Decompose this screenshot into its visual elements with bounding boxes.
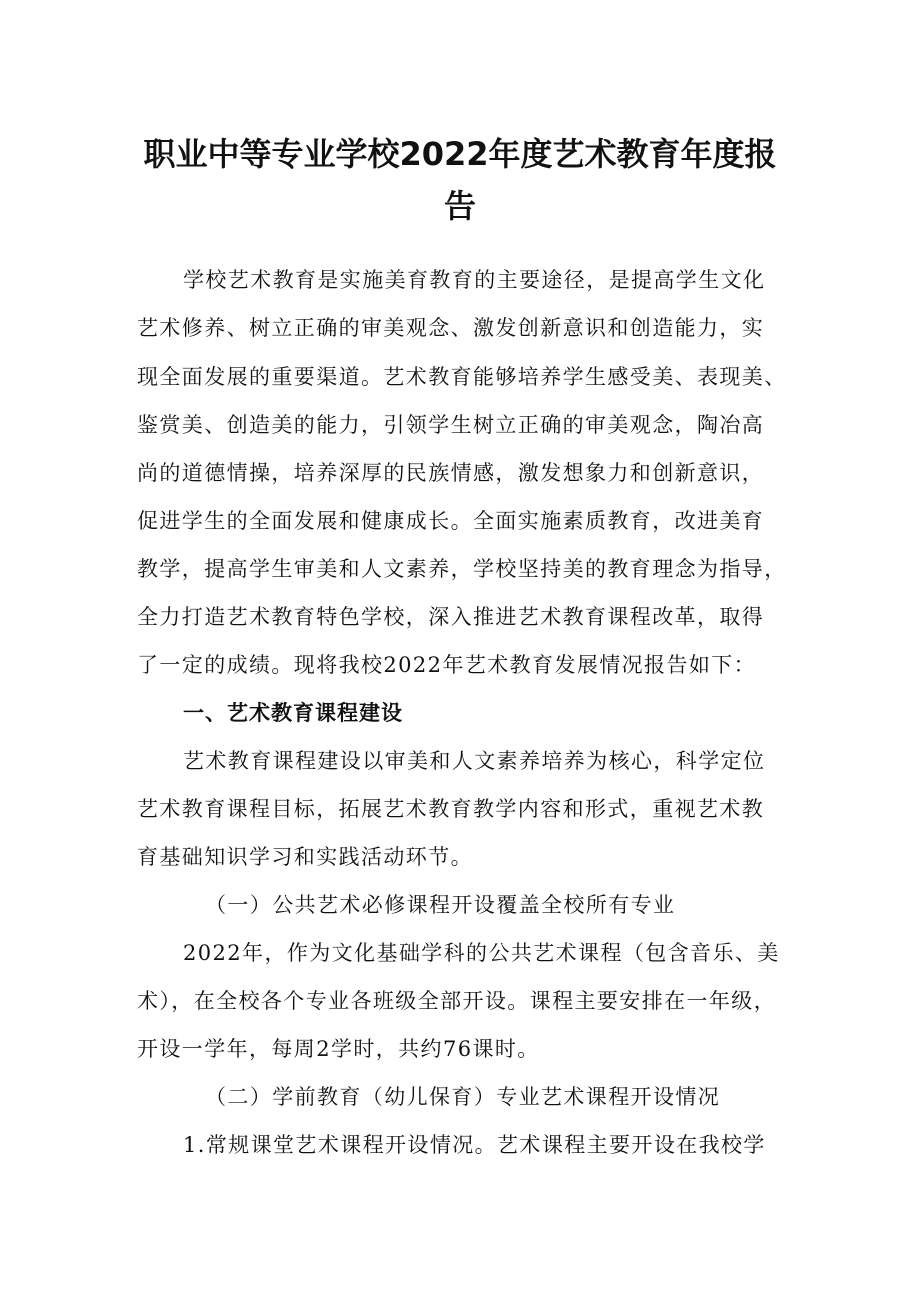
paragraph-line: 艺术教育课程建设以审美和人文素养培养为核心，科学定位	[183, 749, 766, 773]
document-title-line-1: 职业中等专业学校2022年度艺术教育年度报	[143, 135, 777, 173]
subsection-heading: （一）公共艺术必修课程开设覆盖全校所有专业	[205, 893, 676, 917]
paragraph-line: 1.常规课堂艺术课程开设情况。艺术课程主要开设在我校学	[183, 1133, 766, 1157]
paragraph-line: 育基础知识学习和实践活动环节。	[137, 845, 473, 869]
paragraph-line: 学校艺术教育是实施美育教育的主要途径，是提高学生文化	[183, 268, 766, 292]
paragraph-line: 鉴赏美、创造美的能力，引领学生树立正确的审美观念，陶冶高	[137, 413, 765, 437]
paragraph-line: 尚的道德情操，培养深厚的民族情感，激发想象力和创新意识，	[137, 461, 765, 485]
subsection-heading: （二）学前教育（幼儿保育）专业艺术课程开设情况	[205, 1085, 721, 1109]
paragraph-line: 术），在全校各个专业各班级全部开设。课程主要安排在一年级，	[137, 989, 777, 1013]
paragraph-line: 现全面发展的重要渠道。艺术教育能够培养学生感受美、表现美、	[137, 365, 787, 389]
paragraph-line: 2022年，作为文化基础学科的公共艺术课程（包含音乐、美	[183, 941, 780, 965]
paragraph-line: 教学，提高学生审美和人文素养，学校坚持美的教育理念为指导，	[137, 557, 787, 581]
paragraph-line: 促进学生的全面发展和健康成长。全面实施素质教育，改进美育	[137, 509, 765, 533]
document-title-line-2: 告	[443, 187, 476, 225]
section-heading: 一、艺术教育课程建设	[183, 701, 403, 725]
paragraph-line: 艺术修养、树立正确的审美观念、激发创新意识和创造能力，实	[137, 316, 765, 340]
paragraph-line: 开设一学年，每周2学时，共约76课时。	[137, 1037, 540, 1061]
paragraph-line: 了一定的成绩。现将我校2022年艺术教育发展情况报告如下：	[137, 653, 757, 677]
paragraph-line: 全力打造艺术教育特色学校，深入推进艺术教育课程改革，取得	[137, 605, 765, 629]
paragraph-line: 艺术教育课程目标，拓展艺术教育教学内容和形式，重视艺术教	[137, 797, 765, 821]
